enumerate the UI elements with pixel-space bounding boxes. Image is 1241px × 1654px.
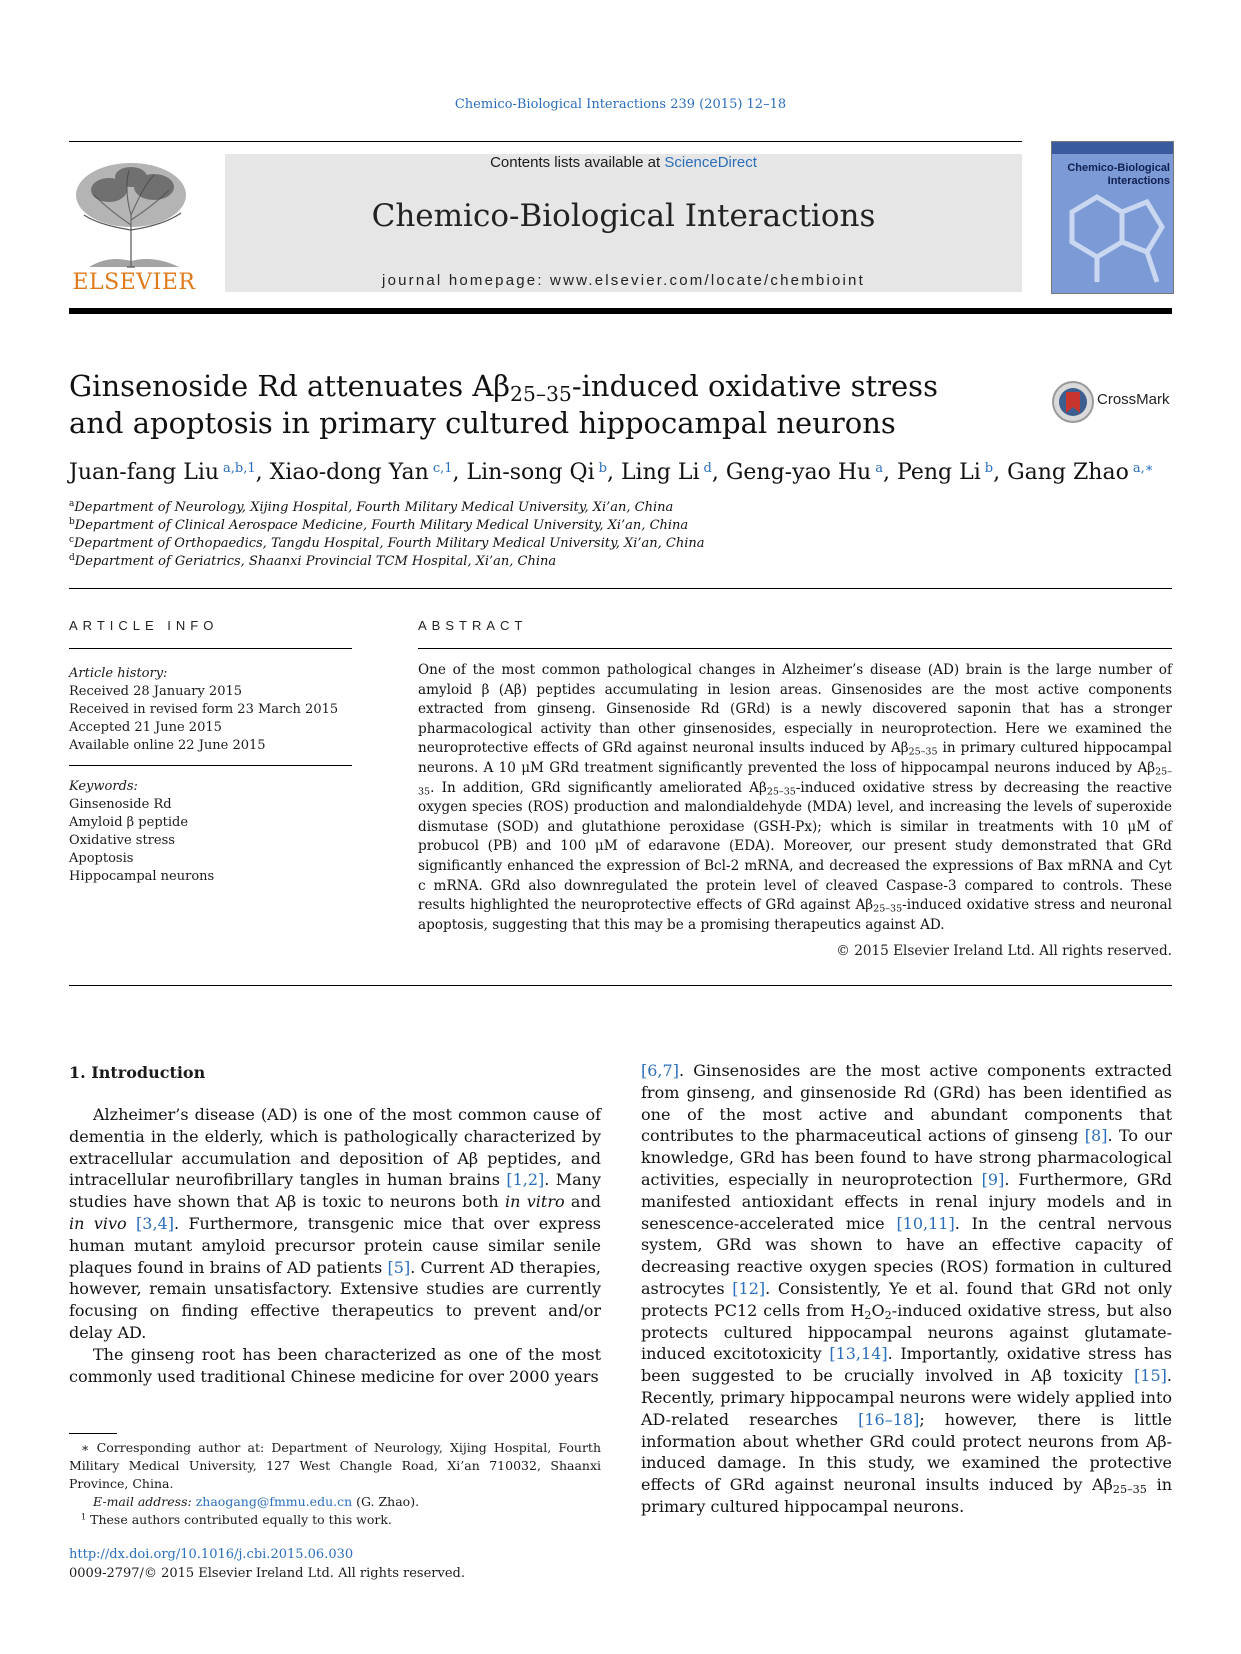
keyword: Apoptosis (69, 851, 134, 866)
author-separator: , (993, 460, 1008, 485)
citation-link[interactable]: [1,2] (506, 1170, 545, 1190)
history-accepted: Accepted 21 June 2015 (69, 720, 222, 735)
citation-link[interactable]: [3,4] (136, 1213, 174, 1233)
issn-copyright: 0009-2797/© 2015 Elsevier Ireland Ltd. All rights reserved. (69, 1566, 465, 1581)
journal-name: Chemico-Biological Interactions (371, 198, 876, 234)
author-list (69, 460, 1172, 485)
keyword: Oxidative stress (69, 833, 175, 848)
footnotes (69, 1439, 601, 1529)
keywords-label: Keywords: (69, 779, 138, 794)
author-affiliation-marker[interactable]: c,1 (432, 460, 453, 476)
author-separator: , (452, 460, 467, 485)
keyword: Ginsenoside Rd (69, 797, 172, 812)
title-line-2: and apoptosis in primary cultured hippocampal neurons (69, 406, 896, 440)
title-subscript: 25–35 (510, 382, 572, 407)
author-affiliation-marker[interactable]: a,∗ (1132, 460, 1154, 476)
citation-link[interactable]: [6,7] (641, 1061, 679, 1080)
keyword: Hippocampal neurons (69, 869, 215, 884)
intro-paragraph-2: The ginseng root has been characterized as one of the most commonly used traditional Chinese medicine for over 2000 years (69, 1344, 601, 1386)
author-separator: , (255, 460, 270, 485)
sciencedirect-link[interactable]: ScienceDirect (664, 154, 757, 171)
citation-link[interactable]: [9] (981, 1169, 1005, 1189)
corresponding-author-note: ∗ Corresponding author at: Department of Neurology, Xijing Hospital, Fourth Military Medical University, 127 West Changle Road, Xi’an 710032, Shaanxi Province, China. (69, 1440, 601, 1491)
author-name: Lin-song Qi (466, 460, 595, 485)
abstract-heading: ABSTRACT (418, 618, 528, 633)
author-separator: , (711, 460, 726, 485)
author-name: Ling Li (620, 460, 700, 485)
abstract-bottom-divider (69, 985, 1172, 986)
crossmark-label[interactable]: CrossMark (1097, 391, 1170, 408)
affiliation-d: $^d$Department of Geriatrics, Shaanxi Provincial TCM Hospital, Xi’an, China (69, 553, 557, 569)
elsevier-wordmark: ELSEVIER (72, 270, 196, 295)
article-history (69, 665, 352, 755)
cover-title: Chemico-Biological Interactions (1067, 162, 1170, 187)
header-thick-rule (69, 308, 1172, 314)
email-note: E-mail address: zhaogang@fmmu.edu.cn (G. Zhao). (93, 1494, 420, 1509)
article-info-heading: ARTICLE INFO (69, 618, 219, 633)
header-top-rule (69, 141, 1022, 142)
author-affiliation-marker[interactable]: a,b,1 (223, 460, 256, 476)
intro-paragraph-1: Alzheimer’s disease (AD) is one of the most common cause of dementia in the elderly, which is pathologically characterized by extracellular accumulation and deposition of Aβ peptides, and intracellular neurofibrillary tangles in human brains [1,2]. Many studies have shown that Aβ is toxic to neurons both in vitro and in vivo [3,4]. Furthermore, transgenic mice that over express human mutant amyloid precursor protein cause similar senile plaques found in brains of AD patients [5]. Current AD therapies, however, remain unsatisfactory. Extensive studies are currently focusing on finding effective therapeutics to prevent and/or delay AD. (69, 1105, 602, 1342)
footnote-rule (69, 1433, 117, 1434)
author-name: Xiao-dong Yan (269, 460, 429, 485)
citation-link[interactable]: [5] (387, 1257, 411, 1277)
citation-link[interactable]: [10,11] (896, 1213, 955, 1233)
intro-paragraph-2-continued: [6,7]. Ginsenosides are the most active components extracted from ginseng, and ginsenoside Rd (GRd) has been identified as one of the most active and abundant components that contributes to the pharmaceutical actions of ginseng [8]. To our knowledge, GRd has been found to have strong pharmacological activities, especially in neuroprotection [9]. Furthermore, GRd manifested antioxidant effects in renal injury models and in senescence-accelerated mice [10,11]. In the central nervous system, GRd was shown to have an effective capacity of decreasing reactive oxygen species (ROS) formation in cultured astrocytes [12]. Consistently, Ye et al. found that GRd not only protects PC12 cells from $H_2O_2$-induced oxidative stress, but also protects cultured hippocampal neurons against glutamate-induced excitotoxicity [13,14]. Importantly, oxidative stress has been suggested to be crucially involved in Aβ toxicity [15]. Recently, primary hippocampal neurons were widely applied into AD-related researches [16–18]; however, there is little information about whether GRd could protect neurons from Aβ-induced damage. In this study, we examined the protective effects of GRd against neuronal insults induced by $A\beta_{25-35}$ in primary cultured hippocampal neurons. (641, 1061, 1172, 1516)
contents-prefix: Contents lists available at (490, 154, 665, 171)
history-label: Article history: (69, 666, 168, 681)
title-part: Ginsenoside Rd attenuates Aβ (69, 369, 511, 403)
abstract-rule (418, 648, 1172, 649)
citation-link[interactable]: [16–18] (858, 1409, 920, 1429)
author-name: Juan-fang Liu (69, 460, 220, 485)
article-title (69, 368, 969, 442)
author-separator: , (606, 460, 621, 485)
journal-citation-link[interactable]: Chemico-Biological Interactions 239 (2015) 12–18 (454, 97, 787, 112)
author-affiliation-marker[interactable]: a (875, 460, 883, 476)
abstract-text: One of the most common pathological changes in Alzheimer’s disease (AD) brain is the large number of amyloid β (Aβ) peptides accumulating in lesion areas. Ginsenosides are the most active components extracted from ginseng. Ginsenoside Rd (GRd) is a newly discovered saponin that has a stronger pharmacological activity than other ginsenosides, especially in neuroprotection. Here we examined the neuroprotective effects of GRd against neuronal insults induced by $A\beta_{25-35}$ in primary cultured hippocampal neurons. A 10 μM GRd treatment significantly prevented the loss of hippocampal neurons induced by $A\beta_{25-35}$. In addition, GRd significantly ameliorated $A\beta_{25-35}$-induced oxidative stress by decreasing the reactive oxygen species (ROS) production and malondialdehyde (MDA) level, and increasing the levels of superoxide dismutase (SOD) and glutathione peroxidase (GSH-Px); which is similar in treatments with 10 μM of probucol (PB) and 100 μM of edaravone (EDA). Moreover, our present study demonstrated that GRd significantly enhanced the expression of Bcl-2 mRNA, and decreased the expressions of Bax mRNA and Cyt c mRNA. GRd also downregulated the protein level of cleaved Caspase-3 compared to controls. These results highlighted the neuroprotective effects of GRd against $A\beta_{25-35}$-induced oxidative stress and neuronal apoptosis, suggesting that this may be a promising therapeutics against AD. (418, 662, 1172, 933)
doi-link[interactable]: http://dx.doi.org/10.1016/j.cbi.2015.06.030 (69, 1547, 354, 1562)
keywords (69, 778, 352, 886)
body-column-right (641, 1060, 1172, 1518)
author-name: Gang Zhao (1007, 460, 1129, 485)
keywords-rule (69, 765, 352, 766)
journal-homepage[interactable]: journal homepage: www.elsevier.com/locate/chembioint (382, 272, 865, 289)
crossmark-icon (1051, 380, 1095, 424)
section-heading-introduction: 1. Introduction (69, 1063, 206, 1082)
citation-link[interactable]: [8] (1084, 1126, 1108, 1146)
article-info-rule (69, 648, 352, 649)
author-name: Peng Li (897, 460, 981, 485)
author-name: Geng-yao Hu (725, 460, 872, 485)
abstract-copyright: © 2015 Elsevier Ireland Ltd. All rights reserved. (836, 943, 1172, 959)
email-link[interactable]: zhaogang@fmmu.edu.cn (195, 1494, 353, 1509)
history-online: Available online 22 June 2015 (69, 738, 266, 753)
citation-link[interactable]: [13,14] (829, 1344, 888, 1364)
author-separator: , (883, 460, 897, 485)
body-column-left (69, 1104, 601, 1387)
affiliation-c: $^c$Department of Orthopaedics, Tangdu Hospital, Fourth Military Medical University, Xi’an, China (69, 535, 705, 551)
title-part: -induced oxidative stress (571, 369, 938, 403)
journal-banner (225, 154, 1022, 292)
contents-available-line (225, 154, 1022, 171)
author-affiliation-marker[interactable]: d (703, 460, 712, 476)
author-affiliation-marker[interactable]: b (598, 460, 607, 476)
keyword: Amyloid β peptide (69, 815, 189, 830)
affiliation-a: $^a$Department of Neurology, Xijing Hospital, Fourth Military Medical University, Xi’an, China (69, 499, 674, 515)
citation-link[interactable]: [15] (1134, 1366, 1167, 1386)
affiliation-b: $^b$Department of Clinical Aerospace Medicine, Fourth Military Medical University, Xi’an, China (69, 517, 689, 533)
history-revised: Received in revised form 23 March 2015 (69, 702, 339, 717)
equal-contribution-note: $^1$ These authors contributed equally to this work. (81, 1511, 392, 1527)
affiliations-divider (69, 588, 1172, 589)
history-received: Received 28 January 2015 (69, 684, 243, 699)
journal-cover-image (1051, 141, 1174, 294)
author-affiliation-marker[interactable]: b (984, 460, 994, 476)
citation-link[interactable]: [12] (732, 1278, 766, 1298)
